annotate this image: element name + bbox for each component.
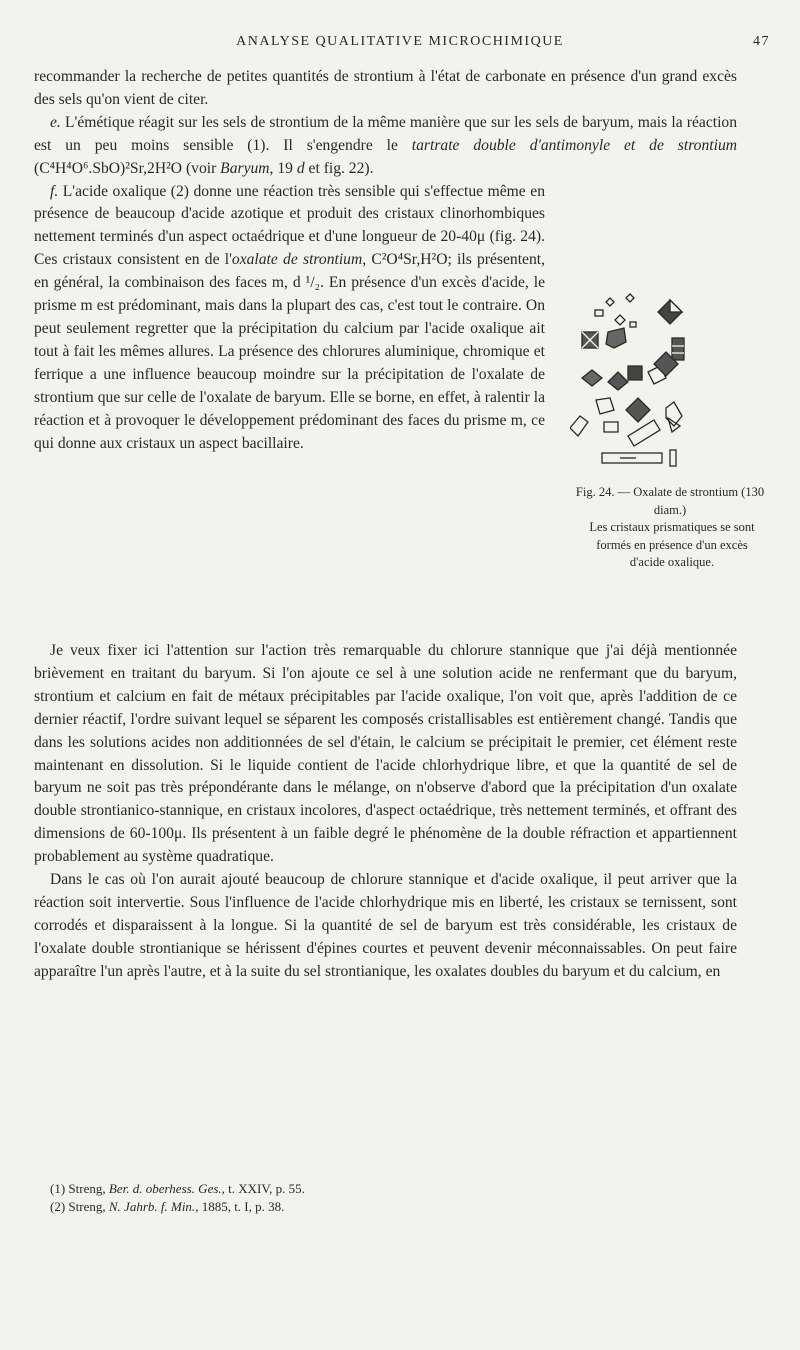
p2-text-b: (C⁴H⁴O⁶.SbO)²Sr,2H²O (voir [34,159,221,177]
figure-24 [570,270,770,670]
paragraph-1: recommander la recherche de petites quantités de strontium à l'état de carbonate en présence d'un grand excès des sels qu'on vient de citer. [34,68,737,108]
footnote-1-italic: Ber. d. oberhess. Ges. [108,1181,222,1196]
paragraph-4: Je veux fixer ici l'attention sur l'action très remarquable du chlorure stannique que j'ai déjà mentionnée brièvement en traitant du baryum. Si l'on ajoute ce sel à une solution acide ne renfermant que du baryum, strontium et calcium en fait de métaux précipitables par l'acide oxalique, l'on voit que, après l'addition de ce dernier réactif, l'ordre suivant lequel se séparent les composés cristallisables est entièrement changé. Tandis que dans les solutions acides non additionnées de sel d'étain, le calcium se précipitait le premier, cet élément reste maintenant en dissolution. Si le liquide contient de l'acide chlorhydrique libre, et que la quantité de sel de baryum ne soit pas très prépondérante dans le mélange, on n'observe d'abord que la précipitation d'un oxalate double strontianico-stannique, en cristaux incolores, d'aspect octaédrique, très nettement terminés, et offrant des dimensions de 60-100μ. Ils présentent à un faible degré le phénomène de la double réfraction et appartiennent probablement au système quadratique. [34,642,737,866]
caption-title: Fig. 24. — Oxalate de strontium (130 diam.) [575,485,765,517]
footnotes [50,1180,750,1216]
p2-italic: tartrate double d'antimonyle et de strontium [411,136,737,154]
p3-italic: oxalate de strontium [231,251,363,269]
footnote-1 [50,1180,750,1198]
crystal-illustration [570,270,770,470]
p3-text-b: , C²O⁴Sr,H²O; ils présentent, en général, la combinaison des faces m, d ¹/₂. En présence d'un excès d'acide, le prisme m est prédominant, mais dans la plupart des cas, c'est tout le contraire. On peut seulement regretter que la précipitation du calcium par l'acide oxalique ait tout à fait les mêmes allures. La présence des chlorures aluminique, chromique et ferrique a une influence beaucoup moindre sur la précipitation de l'oxalate de strontium que sur celle de l'oxalate de baryum. Elle se borne, en effet, à ralentir la réaction et à provoquer le développement prédominant des faces du prisme m, ce qui donne aux cristaux un aspect bacillaire. [34,251,545,452]
label-e: e. [50,113,61,131]
footnote-2-italic: N. Jahrb. f. Min. [108,1199,196,1214]
p2-text-d: et fig. 22). [304,159,374,177]
footnote-2-text-b: , 1885, t. I, p. 38. [195,1199,285,1214]
footnote-1-text-b: , t. XXIV, p. 55. [221,1181,305,1196]
footnote-1-text-a: Streng, [65,1181,109,1196]
running-title: ANALYSE QUALITATIVE MICROCHIMIQUE [236,34,564,49]
paragraph-5: Dans le cas où l'on aurait ajouté beaucoup de chlorure stannique et d'acide oxalique, il peut arriver que la réaction soit intervertie. Sous l'influence de l'acide chlorhydrique mis en liberté, les cristaux se ternissent, sont corrodés et disparaissent à la longue. Si la quantité de sel de baryum est très considérable, les cristaux de l'oxalate double strontianique se hérissent d'épines courtes et peuvent devenir méconnaissables. On peut faire apparaître l'un après l'autre, et à la suite du sel strontianique, les oxalates doubles du baryum et du calcium, en [34,871,737,980]
figure-caption [570,484,770,572]
p2-text-c: , 19 [269,159,297,177]
paragraph-2 [34,112,737,181]
p3-text-a: L'acide oxalique (2) donne une réaction très sensible qui s'effectue même en présence de beaucoup d'acide azotique et produit des cristaux clinorhombiques nettement terminés d'un aspect octaédrique et d'une longueur de 20-40μ (fig. 24). Ces cristaux consistent en de l' [34,182,545,269]
p2-italic-d: d [296,159,305,177]
body-text-bottom [34,640,737,984]
p2-text-a: L'émétique réagit sur les sels de strontium de la même manière que sur les sels de baryum, mais la réaction est un peu moins sensible (1). Il s'engendre le [34,113,737,154]
footnote-2-text-a: Streng, [65,1199,109,1214]
footnote-1-number: (1) [50,1181,66,1196]
footnote-2-number: (2) [50,1199,66,1214]
caption-body: Les cristaux prismatiques se sont formés en présence d'un excès d'acide oxalique. [589,520,755,569]
page-number: 47 [753,34,770,49]
footnote-2 [50,1198,750,1216]
p2-italic-baryum: Baryum [220,159,270,177]
running-head [30,34,770,56]
label-f: f. [50,182,59,200]
